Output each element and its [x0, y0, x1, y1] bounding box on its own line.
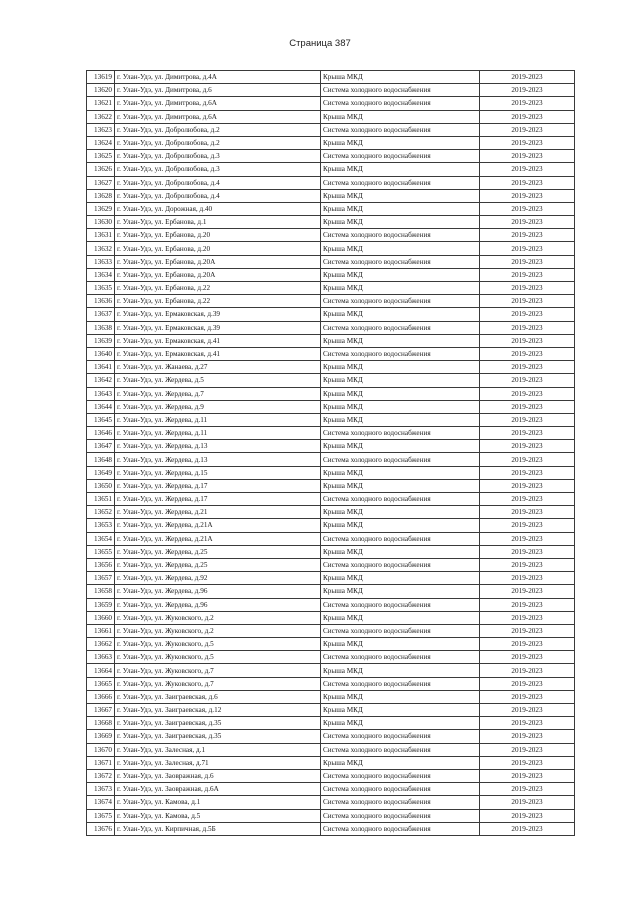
cell-address: г. Улан-Удэ, ул. Заиграевская, д.35 [115, 730, 321, 743]
cell-system: Система холодного водоснабжения [321, 493, 480, 506]
cell-system: Крыша МКД [321, 110, 480, 123]
table-row [87, 189, 575, 202]
table-row [87, 413, 575, 426]
cell-system: Система холодного водоснабжения [321, 84, 480, 97]
cell-address: г. Улан-Удэ, ул. Жердева, д.17 [115, 493, 321, 506]
cell-period: 2019-2023 [480, 690, 575, 703]
cell-period: 2019-2023 [480, 532, 575, 545]
cell-address: г. Улан-Удэ, ул. Жуковского, д.7 [115, 677, 321, 690]
cell-number: 13669 [87, 730, 115, 743]
table-row [87, 756, 575, 769]
cell-address: г. Улан-Удэ, ул. Димитрова, д.6А [115, 110, 321, 123]
cell-address: г. Улан-Удэ, ул. Залесная, д.1 [115, 743, 321, 756]
cell-number: 13664 [87, 664, 115, 677]
cell-system: Крыша МКД [321, 413, 480, 426]
table-row [87, 216, 575, 229]
cell-period: 2019-2023 [480, 809, 575, 822]
cell-number: 13625 [87, 150, 115, 163]
table-row [87, 361, 575, 374]
cell-period: 2019-2023 [480, 361, 575, 374]
table-row [87, 572, 575, 585]
cell-address: г. Улан-Удэ, ул. Жердева, д.25 [115, 545, 321, 558]
cell-number: 13634 [87, 268, 115, 281]
table-row [87, 255, 575, 268]
cell-system: Система холодного водоснабжения [321, 624, 480, 637]
cell-period: 2019-2023 [480, 783, 575, 796]
cell-address: г. Улан-Удэ, ул. Ербанова, д.22 [115, 282, 321, 295]
table-row [87, 585, 575, 598]
cell-period: 2019-2023 [480, 71, 575, 84]
cell-system: Система холодного водоснабжения [321, 822, 480, 835]
cell-number: 13657 [87, 572, 115, 585]
table-row [87, 84, 575, 97]
cell-system: Крыша МКД [321, 163, 480, 176]
cell-number: 13658 [87, 585, 115, 598]
cell-number: 13619 [87, 71, 115, 84]
cell-address: г. Улан-Удэ, ул. Добролюбова, д.3 [115, 163, 321, 176]
table-row [87, 624, 575, 637]
cell-address: г. Улан-Удэ, ул. Ермаковская, д.41 [115, 347, 321, 360]
cell-address: г. Улан-Удэ, ул. Ермаковская, д.39 [115, 321, 321, 334]
cell-period: 2019-2023 [480, 558, 575, 571]
table-row [87, 71, 575, 84]
cell-period: 2019-2023 [480, 453, 575, 466]
cell-system: Система холодного водоснабжения [321, 743, 480, 756]
cell-system: Система холодного водоснабжения [321, 229, 480, 242]
page-title: Страница 387 [289, 38, 351, 49]
cell-system: Система холодного водоснабжения [321, 677, 480, 690]
cell-address: г. Улан-Удэ, ул. Камова, д.1 [115, 796, 321, 809]
cell-number: 13639 [87, 334, 115, 347]
registry-table [86, 70, 575, 836]
cell-system: Крыша МКД [321, 664, 480, 677]
cell-system: Система холодного водоснабжения [321, 347, 480, 360]
table-row [87, 717, 575, 730]
cell-address: г. Улан-Удэ, ул. Димитрова, д.4А [115, 71, 321, 84]
cell-period: 2019-2023 [480, 163, 575, 176]
cell-address: г. Улан-Удэ, ул. Жанаева, д.27 [115, 361, 321, 374]
cell-period: 2019-2023 [480, 677, 575, 690]
table-row [87, 242, 575, 255]
cell-address: г. Улан-Удэ, ул. Добролюбова, д.3 [115, 150, 321, 163]
cell-address: г. Улан-Удэ, ул. Жердева, д.21 [115, 506, 321, 519]
cell-system: Крыша МКД [321, 282, 480, 295]
cell-system: Крыша МКД [321, 71, 480, 84]
cell-number: 13655 [87, 545, 115, 558]
table-row [87, 427, 575, 440]
cell-address: г. Улан-Удэ, ул. Жердева, д.11 [115, 427, 321, 440]
table-row [87, 136, 575, 149]
cell-period: 2019-2023 [480, 295, 575, 308]
cell-period: 2019-2023 [480, 84, 575, 97]
cell-period: 2019-2023 [480, 255, 575, 268]
table-row [87, 321, 575, 334]
cell-address: г. Улан-Удэ, ул. Ермаковская, д.41 [115, 334, 321, 347]
cell-system: Крыша МКД [321, 690, 480, 703]
cell-period: 2019-2023 [480, 150, 575, 163]
cell-system: Система холодного водоснабжения [321, 97, 480, 110]
cell-number: 13666 [87, 690, 115, 703]
cell-number: 13632 [87, 242, 115, 255]
cell-address: г. Улан-Удэ, ул. Добролюбова, д.4 [115, 176, 321, 189]
table-row [87, 651, 575, 664]
cell-number: 13641 [87, 361, 115, 374]
cell-period: 2019-2023 [480, 585, 575, 598]
cell-number: 13629 [87, 202, 115, 215]
cell-number: 13620 [87, 84, 115, 97]
cell-period: 2019-2023 [480, 334, 575, 347]
table-row [87, 558, 575, 571]
cell-number: 13676 [87, 822, 115, 835]
cell-period: 2019-2023 [480, 572, 575, 585]
table-row [87, 150, 575, 163]
cell-address: г. Улан-Удэ, ул. Заовражная, д.6 [115, 769, 321, 782]
cell-period: 2019-2023 [480, 413, 575, 426]
cell-address: г. Улан-Удэ, ул. Жердева, д.15 [115, 466, 321, 479]
cell-number: 13633 [87, 255, 115, 268]
cell-address: г. Улан-Удэ, ул. Ербанова, д.1 [115, 216, 321, 229]
table-row [87, 769, 575, 782]
cell-address: г. Улан-Удэ, ул. Заиграевская, д.6 [115, 690, 321, 703]
cell-number: 13647 [87, 440, 115, 453]
cell-address: г. Улан-Удэ, ул. Жердева, д.11 [115, 413, 321, 426]
cell-address: г. Улан-Удэ, ул. Жердева, д.25 [115, 558, 321, 571]
cell-system: Крыша МКД [321, 136, 480, 149]
cell-period: 2019-2023 [480, 268, 575, 281]
cell-number: 13650 [87, 479, 115, 492]
table-row [87, 176, 575, 189]
cell-address: г. Улан-Удэ, ул. Кирпичная, д.5Б [115, 822, 321, 835]
table-row [87, 809, 575, 822]
cell-period: 2019-2023 [480, 282, 575, 295]
cell-address: г. Улан-Удэ, ул. Жуковского, д.2 [115, 624, 321, 637]
cell-number: 13652 [87, 506, 115, 519]
cell-number: 13643 [87, 387, 115, 400]
cell-number: 13663 [87, 651, 115, 664]
cell-period: 2019-2023 [480, 796, 575, 809]
cell-system: Крыша МКД [321, 308, 480, 321]
cell-system: Крыша МКД [321, 506, 480, 519]
cell-period: 2019-2023 [480, 717, 575, 730]
cell-address: г. Улан-Удэ, ул. Жердева, д.21А [115, 519, 321, 532]
cell-number: 13646 [87, 427, 115, 440]
cell-system: Система холодного водоснабжения [321, 453, 480, 466]
cell-period: 2019-2023 [480, 611, 575, 624]
cell-number: 13636 [87, 295, 115, 308]
cell-number: 13630 [87, 216, 115, 229]
cell-period: 2019-2023 [480, 229, 575, 242]
cell-address: г. Улан-Удэ, ул. Жуковского, д.5 [115, 638, 321, 651]
cell-number: 13675 [87, 809, 115, 822]
cell-system: Крыша МКД [321, 202, 480, 215]
cell-period: 2019-2023 [480, 189, 575, 202]
cell-system: Система холодного водоснабжения [321, 123, 480, 136]
cell-number: 13660 [87, 611, 115, 624]
cell-system: Крыша МКД [321, 519, 480, 532]
cell-address: г. Улан-Удэ, ул. Димитрова, д.6 [115, 84, 321, 97]
cell-number: 13654 [87, 532, 115, 545]
cell-period: 2019-2023 [480, 822, 575, 835]
cell-system: Система холодного водоснабжения [321, 427, 480, 440]
table-row [87, 163, 575, 176]
cell-number: 13674 [87, 796, 115, 809]
cell-number: 13665 [87, 677, 115, 690]
cell-period: 2019-2023 [480, 216, 575, 229]
cell-period: 2019-2023 [480, 374, 575, 387]
cell-system: Крыша МКД [321, 400, 480, 413]
table-row [87, 400, 575, 413]
cell-period: 2019-2023 [480, 704, 575, 717]
cell-number: 13649 [87, 466, 115, 479]
cell-system: Система холодного водоснабжения [321, 558, 480, 571]
cell-address: г. Улан-Удэ, ул. Ербанова, д.22 [115, 295, 321, 308]
cell-period: 2019-2023 [480, 321, 575, 334]
cell-system: Система холодного водоснабжения [321, 295, 480, 308]
cell-address: г. Улан-Удэ, ул. Жуковского, д.5 [115, 651, 321, 664]
cell-number: 13627 [87, 176, 115, 189]
cell-address: г. Улан-Удэ, ул. Жердева, д.21А [115, 532, 321, 545]
cell-system: Система холодного водоснабжения [321, 809, 480, 822]
table-row [87, 479, 575, 492]
cell-address: г. Улан-Удэ, ул. Ербанова, д.20А [115, 255, 321, 268]
cell-address: г. Улан-Удэ, ул. Жердева, д.13 [115, 453, 321, 466]
cell-number: 13645 [87, 413, 115, 426]
table-row [87, 545, 575, 558]
cell-address: г. Улан-Удэ, ул. Жуковского, д.7 [115, 664, 321, 677]
cell-number: 13626 [87, 163, 115, 176]
cell-system: Крыша МКД [321, 585, 480, 598]
cell-address: г. Улан-Удэ, ул. Добролюбова, д.4 [115, 189, 321, 202]
cell-number: 13623 [87, 123, 115, 136]
cell-system: Крыша МКД [321, 440, 480, 453]
table-row [87, 282, 575, 295]
table-row [87, 268, 575, 281]
table-row [87, 783, 575, 796]
cell-number: 13622 [87, 110, 115, 123]
cell-address: г. Улан-Удэ, ул. Залесная, д.71 [115, 756, 321, 769]
cell-system: Крыша МКД [321, 387, 480, 400]
table-row [87, 440, 575, 453]
cell-period: 2019-2023 [480, 730, 575, 743]
table-row [87, 532, 575, 545]
table-row [87, 308, 575, 321]
cell-period: 2019-2023 [480, 136, 575, 149]
cell-system: Система холодного водоснабжения [321, 796, 480, 809]
cell-period: 2019-2023 [480, 638, 575, 651]
cell-period: 2019-2023 [480, 651, 575, 664]
table-row [87, 334, 575, 347]
cell-address: г. Улан-Удэ, ул. Ербанова, д.20 [115, 242, 321, 255]
cell-number: 13667 [87, 704, 115, 717]
cell-address: г. Улан-Удэ, ул. Жердева, д.96 [115, 598, 321, 611]
cell-system: Крыша МКД [321, 704, 480, 717]
cell-system: Система холодного водоснабжения [321, 150, 480, 163]
cell-address: г. Улан-Удэ, ул. Заиграевская, д.35 [115, 717, 321, 730]
cell-address: г. Улан-Удэ, ул. Дорожная, д.40 [115, 202, 321, 215]
cell-system: Система холодного водоснабжения [321, 532, 480, 545]
cell-number: 13637 [87, 308, 115, 321]
cell-system: Крыша МКД [321, 545, 480, 558]
cell-system: Система холодного водоснабжения [321, 651, 480, 664]
cell-number: 13662 [87, 638, 115, 651]
cell-number: 13624 [87, 136, 115, 149]
table-row [87, 677, 575, 690]
table-row [87, 202, 575, 215]
cell-address: г. Улан-Удэ, ул. Жердева, д.5 [115, 374, 321, 387]
cell-system: Крыша МКД [321, 189, 480, 202]
cell-period: 2019-2023 [480, 440, 575, 453]
table-row [87, 110, 575, 123]
cell-period: 2019-2023 [480, 400, 575, 413]
cell-number: 13644 [87, 400, 115, 413]
cell-period: 2019-2023 [480, 387, 575, 400]
cell-period: 2019-2023 [480, 598, 575, 611]
cell-address: г. Улан-Удэ, ул. Ербанова, д.20А [115, 268, 321, 281]
table-row [87, 466, 575, 479]
cell-number: 13656 [87, 558, 115, 571]
table-row [87, 295, 575, 308]
cell-system: Крыша МКД [321, 374, 480, 387]
cell-number: 13631 [87, 229, 115, 242]
cell-number: 13640 [87, 347, 115, 360]
cell-address: г. Улан-Удэ, ул. Жердева, д.9 [115, 400, 321, 413]
table-row [87, 704, 575, 717]
cell-system: Крыша МКД [321, 268, 480, 281]
cell-number: 13668 [87, 717, 115, 730]
cell-period: 2019-2023 [480, 624, 575, 637]
table-row [87, 229, 575, 242]
cell-period: 2019-2023 [480, 743, 575, 756]
cell-address: г. Улан-Удэ, ул. Жердева, д.13 [115, 440, 321, 453]
cell-system: Система холодного водоснабжения [321, 783, 480, 796]
table-row [87, 347, 575, 360]
cell-system: Крыша МКД [321, 242, 480, 255]
table-row [87, 519, 575, 532]
cell-number: 13671 [87, 756, 115, 769]
cell-system: Крыша МКД [321, 361, 480, 374]
cell-period: 2019-2023 [480, 97, 575, 110]
cell-period: 2019-2023 [480, 123, 575, 136]
table-row [87, 374, 575, 387]
cell-system: Крыша МКД [321, 611, 480, 624]
cell-period: 2019-2023 [480, 427, 575, 440]
cell-system: Система холодного водоснабжения [321, 321, 480, 334]
cell-period: 2019-2023 [480, 756, 575, 769]
cell-number: 13673 [87, 783, 115, 796]
cell-system: Крыша МКД [321, 334, 480, 347]
table-row [87, 822, 575, 835]
cell-address: г. Улан-Удэ, ул. Жердева, д.17 [115, 479, 321, 492]
cell-number: 13653 [87, 519, 115, 532]
cell-period: 2019-2023 [480, 479, 575, 492]
cell-number: 13661 [87, 624, 115, 637]
table-row [87, 743, 575, 756]
cell-system: Система холодного водоснабжения [321, 176, 480, 189]
cell-address: г. Улан-Удэ, ул. Заиграевская, д.12 [115, 704, 321, 717]
cell-period: 2019-2023 [480, 466, 575, 479]
cell-system: Система холодного водоснабжения [321, 730, 480, 743]
cell-period: 2019-2023 [480, 506, 575, 519]
cell-system: Крыша МКД [321, 216, 480, 229]
cell-period: 2019-2023 [480, 493, 575, 506]
cell-address: г. Улан-Удэ, ул. Заовражная, д.6А [115, 783, 321, 796]
cell-period: 2019-2023 [480, 202, 575, 215]
table-row [87, 598, 575, 611]
cell-period: 2019-2023 [480, 347, 575, 360]
cell-number: 13628 [87, 189, 115, 202]
table-row [87, 123, 575, 136]
cell-address: г. Улан-Удэ, ул. Ербанова, д.20 [115, 229, 321, 242]
cell-number: 13670 [87, 743, 115, 756]
cell-address: г. Улан-Удэ, ул. Жердева, д.96 [115, 585, 321, 598]
cell-system: Система холодного водоснабжения [321, 255, 480, 268]
table-row [87, 796, 575, 809]
cell-system: Крыша МКД [321, 717, 480, 730]
cell-period: 2019-2023 [480, 545, 575, 558]
cell-period: 2019-2023 [480, 769, 575, 782]
cell-system: Система холодного водоснабжения [321, 598, 480, 611]
cell-address: г. Улан-Удэ, ул. Камова, д.5 [115, 809, 321, 822]
cell-number: 13659 [87, 598, 115, 611]
table-row [87, 97, 575, 110]
cell-address: г. Улан-Удэ, ул. Добролюбова, д.2 [115, 136, 321, 149]
table-row [87, 506, 575, 519]
table-row [87, 493, 575, 506]
cell-number: 13635 [87, 282, 115, 295]
cell-number: 13672 [87, 769, 115, 782]
cell-period: 2019-2023 [480, 176, 575, 189]
table-row [87, 638, 575, 651]
cell-number: 13642 [87, 374, 115, 387]
table-row [87, 664, 575, 677]
cell-period: 2019-2023 [480, 308, 575, 321]
cell-address: г. Улан-Удэ, ул. Жердева, д.7 [115, 387, 321, 400]
cell-number: 13621 [87, 97, 115, 110]
table-row [87, 387, 575, 400]
cell-number: 13651 [87, 493, 115, 506]
registry-table-body [87, 71, 575, 836]
cell-period: 2019-2023 [480, 110, 575, 123]
cell-number: 13648 [87, 453, 115, 466]
cell-system: Крыша МКД [321, 466, 480, 479]
table-row [87, 453, 575, 466]
cell-system: Система холодного водоснабжения [321, 769, 480, 782]
cell-period: 2019-2023 [480, 242, 575, 255]
cell-system: Крыша МКД [321, 572, 480, 585]
cell-period: 2019-2023 [480, 519, 575, 532]
cell-address: г. Улан-Удэ, ул. Димитрова, д.6А [115, 97, 321, 110]
cell-system: Крыша МКД [321, 756, 480, 769]
cell-address: г. Улан-Удэ, ул. Ермаковская, д.39 [115, 308, 321, 321]
cell-period: 2019-2023 [480, 664, 575, 677]
table-row [87, 690, 575, 703]
table-row [87, 730, 575, 743]
cell-address: г. Улан-Удэ, ул. Добролюбова, д.2 [115, 123, 321, 136]
cell-number: 13638 [87, 321, 115, 334]
cell-system: Крыша МКД [321, 479, 480, 492]
cell-address: г. Улан-Удэ, ул. Жердева, д.92 [115, 572, 321, 585]
table-row [87, 611, 575, 624]
cell-system: Крыша МКД [321, 638, 480, 651]
cell-address: г. Улан-Удэ, ул. Жуковского, д.2 [115, 611, 321, 624]
